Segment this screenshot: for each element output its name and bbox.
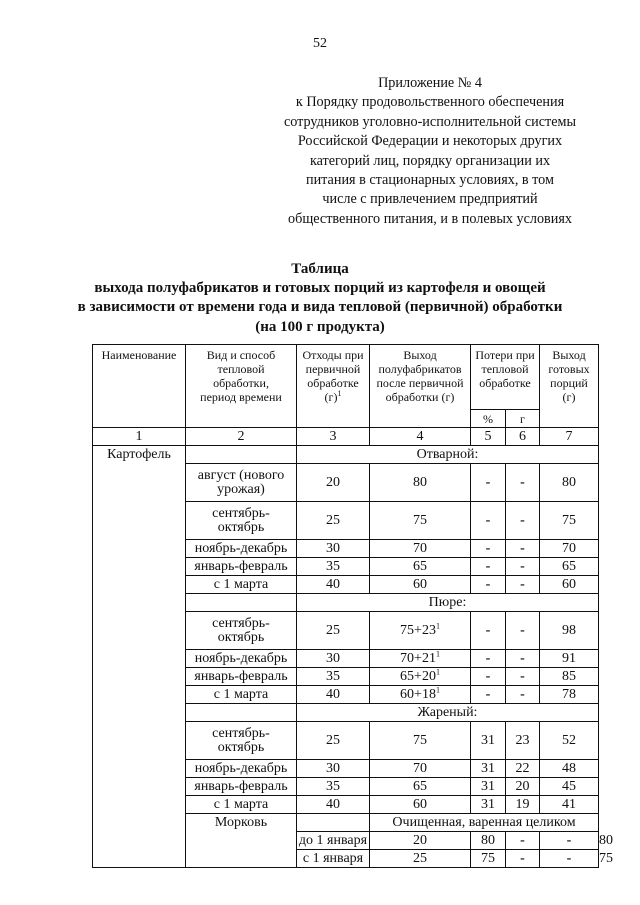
cell-semi-value: 65+20 [400, 668, 436, 684]
header-semi: Выход полуфабрикатов после первичной обработки (г) [370, 345, 471, 428]
cell-semi-value: 70+21 [400, 650, 436, 666]
cell-loss-g: - [506, 464, 540, 502]
cell-loss-pct: 31 [471, 778, 506, 796]
section-title: Отварной: [297, 446, 599, 464]
cell-ready: 75 [540, 502, 599, 540]
cell-semi-sup: 1 [435, 684, 440, 694]
cell-waste: 40 [297, 796, 370, 814]
cell-semi: 65 [370, 778, 471, 796]
cell-ready: 85 [540, 668, 599, 686]
cell-semi-value: 75+23 [400, 622, 436, 638]
cell-loss-g: - [506, 540, 540, 558]
header-waste-sup: 1 [337, 389, 342, 398]
cell-waste: 35 [297, 778, 370, 796]
title-line: выхода полуфабрикатов и готовых порций из картофеля и овощей [94, 280, 546, 297]
cell-semi [370, 686, 471, 704]
cell-waste: 25 [370, 850, 471, 868]
col-number: 5 [471, 428, 506, 446]
cell-loss-g: - [506, 686, 540, 704]
cell-semi: 75 [370, 502, 471, 540]
cell-loss-pct: - [471, 502, 506, 540]
cell-semi: 65 [370, 558, 471, 576]
page-number: 52 [313, 36, 327, 51]
table-row: до 1 января 20 80 - - 80 [93, 832, 599, 850]
appendix-line: категорий лиц, порядку организации их [309, 152, 551, 169]
cell-ready: 52 [540, 722, 599, 760]
cell-loss-g: - [506, 650, 540, 668]
cell-waste: 25 [297, 502, 370, 540]
cell-loss-g: - [540, 832, 599, 850]
col-number: 2 [186, 428, 297, 446]
cell-period: с 1 марта [186, 796, 297, 814]
col-number: 1 [93, 428, 186, 446]
cell-loss-pct: - [471, 650, 506, 668]
cell-semi-value: 60+18 [400, 686, 436, 702]
header-row [93, 345, 599, 410]
cell-loss-g: - [506, 502, 540, 540]
header-loss: Потери при тепловой обработке [471, 345, 540, 410]
cell-period: до 1 января [297, 832, 370, 850]
cell-loss-pct: - [471, 558, 506, 576]
appendix-line: сотрудников уголовно-исполнительной системы [283, 113, 577, 130]
col-number: 7 [540, 428, 599, 446]
cell-period: ноябрь-декабрь [186, 760, 297, 778]
cell-loss-pct: - [506, 850, 540, 868]
cell-ready: 91 [540, 650, 599, 668]
appendix-line: общественного питания, и в полевых условиях [288, 210, 572, 227]
cell-period: август (нового урожая) [186, 464, 297, 502]
section-row [93, 446, 599, 464]
title-line: в зависимости от времени года и вида тепловой (первичной) обработки [77, 299, 563, 316]
appendix-line: Российской Федерации и некоторых других [297, 133, 563, 150]
cell-ready: 45 [540, 778, 599, 796]
cell-loss-pct: - [471, 612, 506, 650]
section-title: Пюре: [297, 594, 599, 612]
cell-waste: 25 [297, 722, 370, 760]
header-waste-text: Отходы при первичной обработке (г) [302, 348, 364, 404]
cell-period: сентябрь-октябрь [186, 612, 297, 650]
cell-semi-sup: 1 [435, 648, 440, 658]
cell-loss-g: 20 [506, 778, 540, 796]
cell-loss-pct: - [471, 576, 506, 594]
cell-semi: 80 [370, 464, 471, 502]
cell-period: с 1 марта [186, 686, 297, 704]
cell-loss-g: - [506, 558, 540, 576]
column-numbers-row [93, 428, 599, 446]
cell-loss-pct: - [471, 464, 506, 502]
header-name: Наименование [93, 345, 186, 428]
product-name-carrot: Морковь [186, 814, 297, 868]
cell-period: январь-февраль [186, 668, 297, 686]
cell-loss-g: - [540, 850, 599, 868]
cell-semi [370, 650, 471, 668]
cell-semi-sup: 1 [435, 620, 440, 630]
cell-ready: 41 [540, 796, 599, 814]
header-loss-g: г [506, 410, 540, 428]
cell-loss-pct: 31 [471, 760, 506, 778]
cell-waste: 35 [297, 558, 370, 576]
cell-semi-sup: 1 [435, 666, 440, 676]
cell-ready: 65 [540, 558, 599, 576]
cell-semi [370, 612, 471, 650]
cell-waste: 40 [297, 686, 370, 704]
header-loss-pct: % [471, 410, 506, 428]
cell-period: с 1 января [297, 850, 370, 868]
cell-loss-g: - [506, 668, 540, 686]
appendix-line: к Порядку продовольственного обеспечения [295, 94, 565, 111]
cell-loss-g: - [506, 612, 540, 650]
cell-loss-g: 19 [506, 796, 540, 814]
header-waste [297, 345, 370, 428]
cell-semi: 75 [370, 722, 471, 760]
cell-ready: 70 [540, 540, 599, 558]
cell-loss-pct: 31 [471, 722, 506, 760]
cell-waste: 30 [297, 650, 370, 668]
cell-waste: 20 [370, 832, 471, 850]
cell-semi: 75 [471, 850, 506, 868]
cell-waste: 30 [297, 760, 370, 778]
cell-semi: 80 [471, 832, 506, 850]
cell-semi: 60 [370, 576, 471, 594]
cell-ready: 98 [540, 612, 599, 650]
cell-period: ноябрь-декабрь [186, 650, 297, 668]
cell-semi: 70 [370, 760, 471, 778]
cell-ready: 60 [540, 576, 599, 594]
cell-loss-g: 23 [506, 722, 540, 760]
cell-semi [370, 668, 471, 686]
cell-semi: 70 [370, 540, 471, 558]
section-title: Жареный: [297, 704, 599, 722]
cell-period: январь-февраль [186, 778, 297, 796]
yield-table [92, 344, 613, 868]
product-name-potato: Картофель [93, 446, 186, 868]
cell-loss-pct: 31 [471, 796, 506, 814]
cell-loss-g: - [506, 576, 540, 594]
cell-period: сентябрь-октябрь [186, 502, 297, 540]
cell-loss-pct: - [471, 540, 506, 558]
cell-waste: 20 [297, 464, 370, 502]
cell-waste: 25 [297, 612, 370, 650]
appendix-block [272, 74, 588, 229]
cell-ready: 48 [540, 760, 599, 778]
cell-loss-pct: - [471, 686, 506, 704]
cell-loss-pct: - [506, 832, 540, 850]
cell-period: с 1 марта [186, 576, 297, 594]
cell-loss-pct: - [471, 668, 506, 686]
table-row: с 1 января 25 75 - - 75 [93, 850, 599, 868]
section-title: Очищенная, варенная целиком [370, 814, 599, 832]
appendix-line: питания в стационарных условиях, в том [306, 172, 554, 189]
table-title [0, 260, 640, 337]
col-number: 3 [297, 428, 370, 446]
col-number: 4 [370, 428, 471, 446]
cell-period: ноябрь-декабрь [186, 540, 297, 558]
col-number: 6 [506, 428, 540, 446]
header-method: Вид и способ тепловой обработки, период времени [186, 345, 297, 428]
title-line: (на 100 г продукта) [255, 318, 385, 335]
cell-loss-g: 22 [506, 760, 540, 778]
cell-ready: 78 [540, 686, 599, 704]
cell-semi: 60 [370, 796, 471, 814]
appendix-line: Приложение № 4 [378, 75, 482, 91]
cell-waste: 40 [297, 576, 370, 594]
cell-period: январь-февраль [186, 558, 297, 576]
cell-waste: 35 [297, 668, 370, 686]
title-line: Таблица [291, 261, 349, 277]
appendix-line: числе с привлечением предприятий [322, 191, 538, 208]
cell-waste: 30 [297, 540, 370, 558]
cell-period: сентябрь-октябрь [186, 722, 297, 760]
cell-ready: 80 [540, 464, 599, 502]
header-ready: Выход готовых порций (г) [540, 345, 599, 428]
